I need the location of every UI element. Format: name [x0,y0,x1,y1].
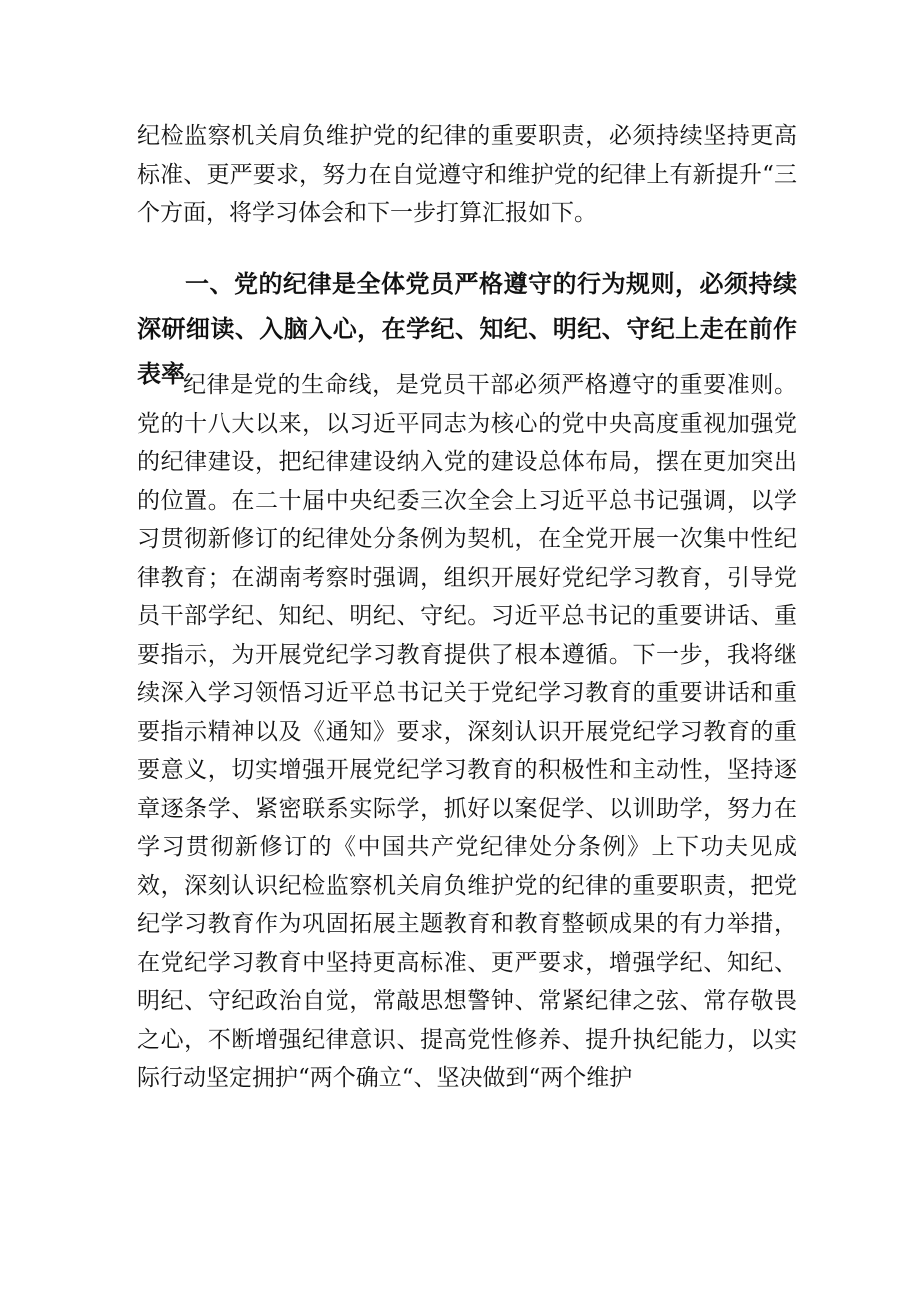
body-paragraph: 纪律是党的生命线，是党员干部必须严格遵守的重要准则。党的十八大以来，以习近平同志为核心的党中央高度重视加强党的纪律建设，把纪律建设纳入党的建设总体布局，摆在更加突出的位置。在二十届中央纪委三次全会上习近平总书记强调，以学习贯彻新修订的纪律处分条例为契机，在全党开展一次集中性纪律教育；在湖南考察时强调，组织开展好党纪学习教育，引导党员干部学纪、知纪、明纪、守纪。习近平总书记的重要讲话、重要指示，为开展党纪学习教育提供了根本遵循。下一步，我将继续深入学习领悟习近平总书记关于党纪学习教育的重要讲话和重要指示精神以及《通知》要求，深刻认识开展党纪学习教育的重要意义，切实增强开展党纪学习教育的积极性和主动性，坚持逐章逐条学、紧密联系实际学，抓好以案促学、以训助学，努力在学习贯彻新修订的《中国共产党纪律处分条例》上下功夫见成效，深刻认识纪检监察机关肩负维护党的纪律的重要职责，把党纪学习教育作为巩固拓展主题教育和教育整顿成果的有力举措，在党纪学习教育中坚持更高标准、更严要求，增强学纪、知纪、明纪、守纪政治自觉，常敲思想警钟、常紧纪律之弦、常存敬畏之心，不断增强纪律意识、提高党性修养、提升执纪能力，以实际行动坚定拥护“两个确立“、坚决做到“两个维护 [137,372,797,1091]
section-heading: 一、党的纪律是全体党员严格遵守的行为规则，必须持续深研细读、入脑入心，在学纪、知纪、明纪、守纪上走在前作表率 [137,270,797,388]
intro-paragraph: 纪检监察机关肩负维护党的纪律的重要职责，必须持续坚持更高标准、更严要求，努力在自觉遵守和维护党的纪律上有新提升“三个方面，将学习体会和下一步打算汇报如下。 [137,123,797,226]
